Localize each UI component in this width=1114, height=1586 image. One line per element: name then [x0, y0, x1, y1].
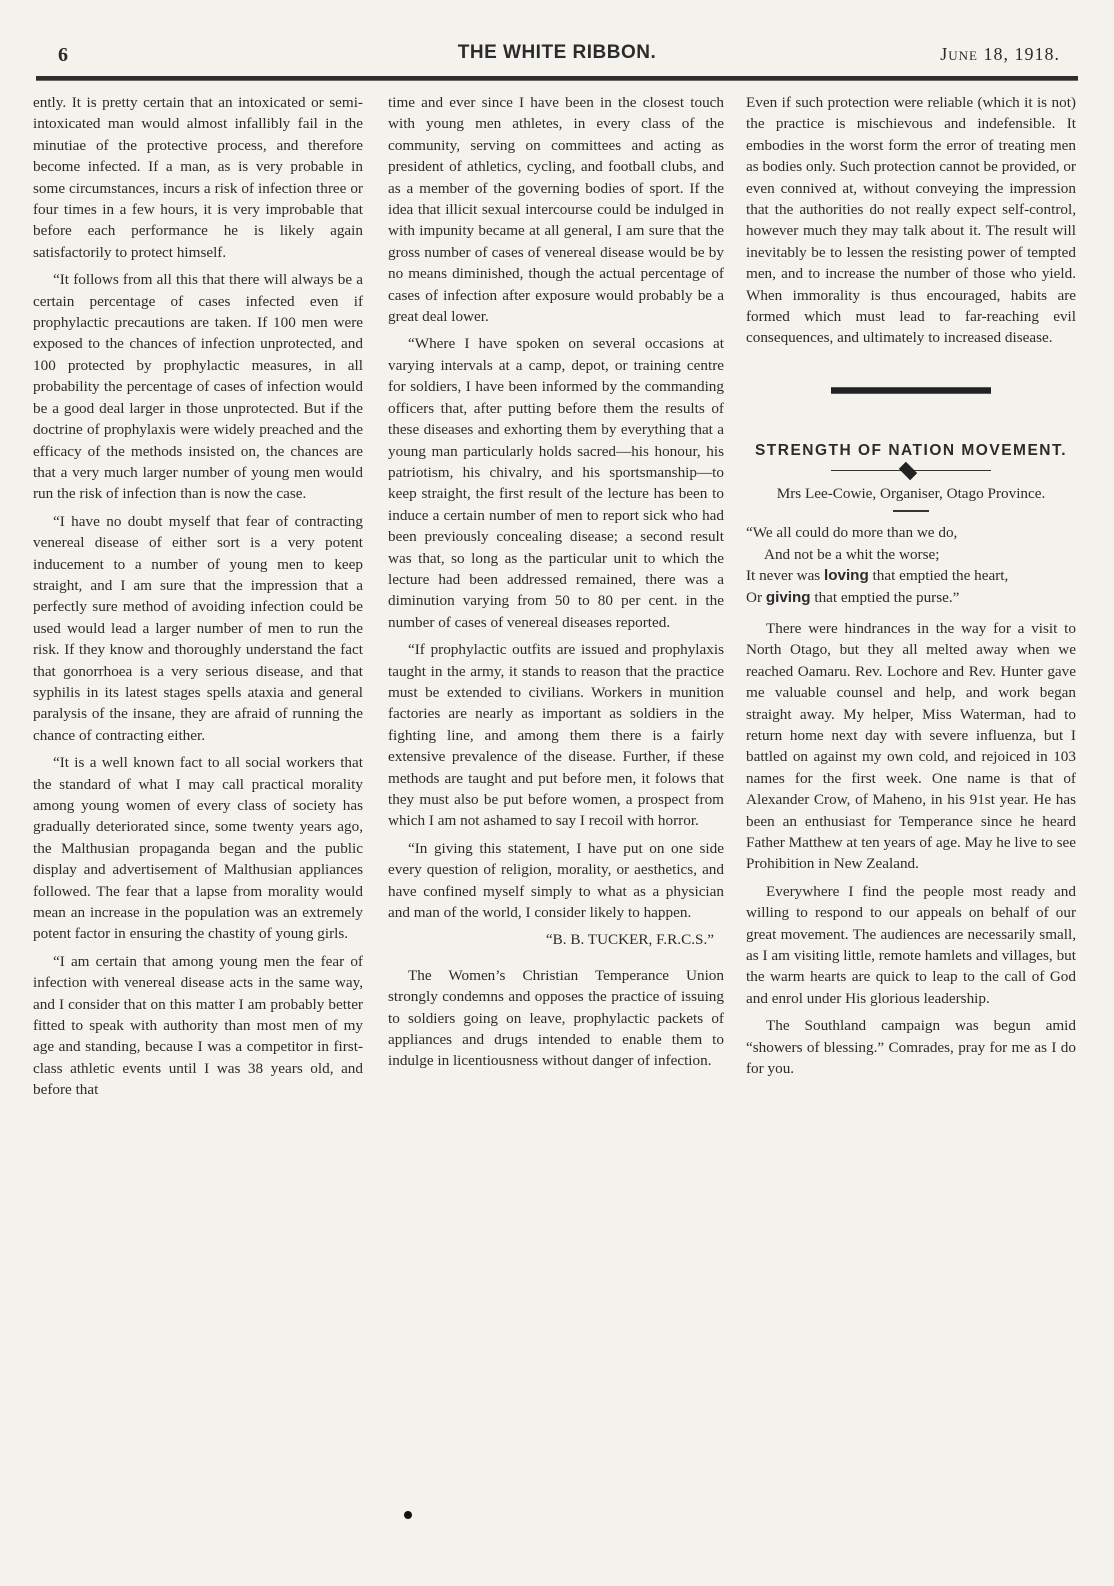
- wctu-statement: The Women’s Christian Temperance Union strongly condemns and opposes the practice of issuing to soldiers going on leave, prophylactic packets of appliances and drugs intended to enable them to indulge in licentiousness without danger of infection.: [388, 966, 724, 1070]
- article-paragraph: There were hindrances in the way for a visit to North Otago, but they all melted away when we reached Oamaru. Rev. Lochore and Rev. Hunter gave me valuable counsel and help, and work began straight away. My helper, Miss Waterman, had to return home next day with severe influenza, but I battled on against my own cold, and rejoiced in 103 names for the first week. One name is that of Alexander Crow, of Maheno, in his 91st year. He has been an enthusiast for Temperance since he heard Father Matthew at ten years of age. May he live to see Prohibition in New Zealand.: [746, 619, 1076, 873]
- verse-line-1: “We all could do more than we do,: [746, 524, 958, 542]
- ink-dot: [404, 1511, 412, 1519]
- article-paragraph: Even if such protection were reliable (which it is not) the practice is mischievous and indefensible. It embodies in the worst form the error of treating men as bodies only. Such protection cannot be provided, or even connived at, without conveying the impression that the authorities do not really expect self-control, however much they may talk about it. The result will inevitably be to lessen the resisting power of tempted men, and to increase the number of those who yield. When immorality is thus encouraged, habits are formed which must lead to far-reaching evil consequences, and ultimately to increased disease.: [746, 94, 1076, 347]
- article-paragraph: “I have no doubt myself that fear of contracting venereal disease of either sort is a very potent inducement to a number of young men to keep straight, and I am sure that the impression that a perfectly sure method of avoiding infection could be used would lead a larger number of men to run the risk. If they know and thoroughly understand the fact that gonorrhoea is a very serious disease, and that syphilis in its latest stages spells ataxia and general paralysis of the insane, they are afraid of running the chance of contracting either.: [33, 512, 363, 744]
- article-paragraph: time and ever since I have been in the closest touch with young men athletes, in every class of the community, serving on committees and acting as president of athletics, cycling, and football clubs, and as a member of the governing bodies of sport. If the idea that illicit sexual intercourse could be indulged in with impunity became at all general, I am sure that the gross number of cases of venereal disease would be by no means diminished, though the actual percentage of cases of infection after exposure would probably be a great deal lower.: [388, 94, 724, 326]
- article-paragraph: “It follows from all this that there will always be a certain percentage of cases infected even if prophylactic precautions are taken. If 100 men were exposed to the chances of infection unprotected, and 100 protected by prophylactic measures, in all probability the percentage of cases of infection would be a good deal larger in those unprotected. But if the doctrine of prophylaxis were widely preached and the efficacy of the methods insisted on, the chances are that a very much larger number of young men would run the risk of infection than is now the case.: [33, 271, 363, 503]
- section-byline: Mrs Lee-Cowie, Organiser, Otago Province.: [776, 484, 1046, 502]
- section-title: STRENGTH OF NATION MOVEMENT.: [754, 441, 1068, 459]
- header-rule: [36, 76, 1078, 81]
- diamond-icon: [899, 462, 917, 480]
- verse-quote: [746, 522, 1076, 608]
- article-paragraph: “I am certain that among young men the fear of infection with venereal disease acts in the same way, and I consider that on this matter I am probably better fitted to speak with authority than most men of my age and standing, because I was a competitor in first-class athletic events until I was 38 years old, and before that: [33, 952, 363, 1099]
- ornament-rule: [831, 387, 991, 394]
- verse-line-3: [746, 565, 1076, 586]
- column-left: [33, 92, 363, 1107]
- article-paragraph: “Where I have spoken on several occasions at varying intervals at a camp, depot, or training centre for soldiers, I have been informed by the commanding officers that, after putting before them the results of these diseases and exhorting them by everything that a young man particularly holds sacred—his honour, his patriotism, his chivalry, and his sportsmanship—to keep straight, the first result of the lecture has been to induce a certain number of men to report sick who had been previously concealing disease; a second result was that, so long as the particular unit to which the lecture had been addressed remained, there was a diminution varying from 50 to 80 per cent. in the number of cases of venereal diseases reported.: [388, 335, 724, 631]
- verse-text: It never was: [746, 567, 825, 585]
- article-paragraph: Everywhere I find the people most ready and willing to respond to our appeals on behalf of our great movement. The audiences are necessarily small, as I am visiting little, remote hamlets and villages, but the warm hearts are quick to leap to the call of God and enrol under His glorious leadership.: [746, 882, 1076, 1007]
- verse-bold-word: loving: [824, 567, 869, 585]
- author-signature: “B. B. TUCKER, F.R.C.S.”: [545, 931, 714, 949]
- diamond-divider: [831, 465, 991, 477]
- short-rule: [893, 510, 929, 512]
- article-paragraph: ently. It is pretty certain that an intoxicated or semi-intoxicated man would almost infallibly fail in the minutiae of the protective process, and therefore become infected. If a man, as is very probable in some circumstances, incurs a risk of infection three or four times in a few hours, it is very improbable that before each performance he is likely again satisfactorily to protect himself.: [33, 94, 363, 261]
- issue-date: June 18, 1918.: [940, 44, 1060, 64]
- article-paragraph: “It is a well known fact to all social workers that the standard of what I may call practical morality among young women of every class of society has gradually deteriorated since, some twenty years ago, the Malthusian propaganda began and the public display and advertisement of Malthusian appliances followed. The fear that a lapse from morality would mean an increase in the population was an extremely potent factor in ensuring the chastity of young girls.: [33, 754, 363, 943]
- article-paragraph: The Southland campaign was begun amid “showers of blessing.” Comrades, pray for me as I do for you.: [746, 1017, 1076, 1078]
- verse-text: that emptied the heart,: [868, 567, 1009, 585]
- column-middle: [388, 92, 724, 1078]
- article-paragraph: “If prophylactic outfits are issued and prophylaxis taught in the army, it stands to reason that the practice must be extended to civilians. Workers in munition factories are nearly as important as soldiers in the fighting line, and among them there is a fairly extensive prevalence of the disease. Further, if these methods are taught and put before men, it folows that they must also be put before women, a prospect from which I am not ashamed to say I recoil with horror.: [388, 641, 724, 830]
- page-number: 6: [58, 44, 68, 66]
- verse-line-2: And not be a whit the worse;: [764, 545, 940, 563]
- masthead-title: THE WHITE RIBBON.: [457, 42, 657, 63]
- verse-text: Or: [746, 588, 766, 606]
- column-right: [746, 92, 1076, 1085]
- verse-line-4: [746, 587, 1076, 608]
- article-paragraph: “In giving this statement, I have put on one side every question of religion, morality, or aesthetics, and have confined myself simply to what as a physician and man of the world, I consider likely to happen.: [388, 839, 724, 922]
- verse-bold-word: giving: [765, 588, 811, 606]
- verse-text: that emptied the purse.”: [810, 588, 960, 606]
- page-header: [40, 40, 1074, 70]
